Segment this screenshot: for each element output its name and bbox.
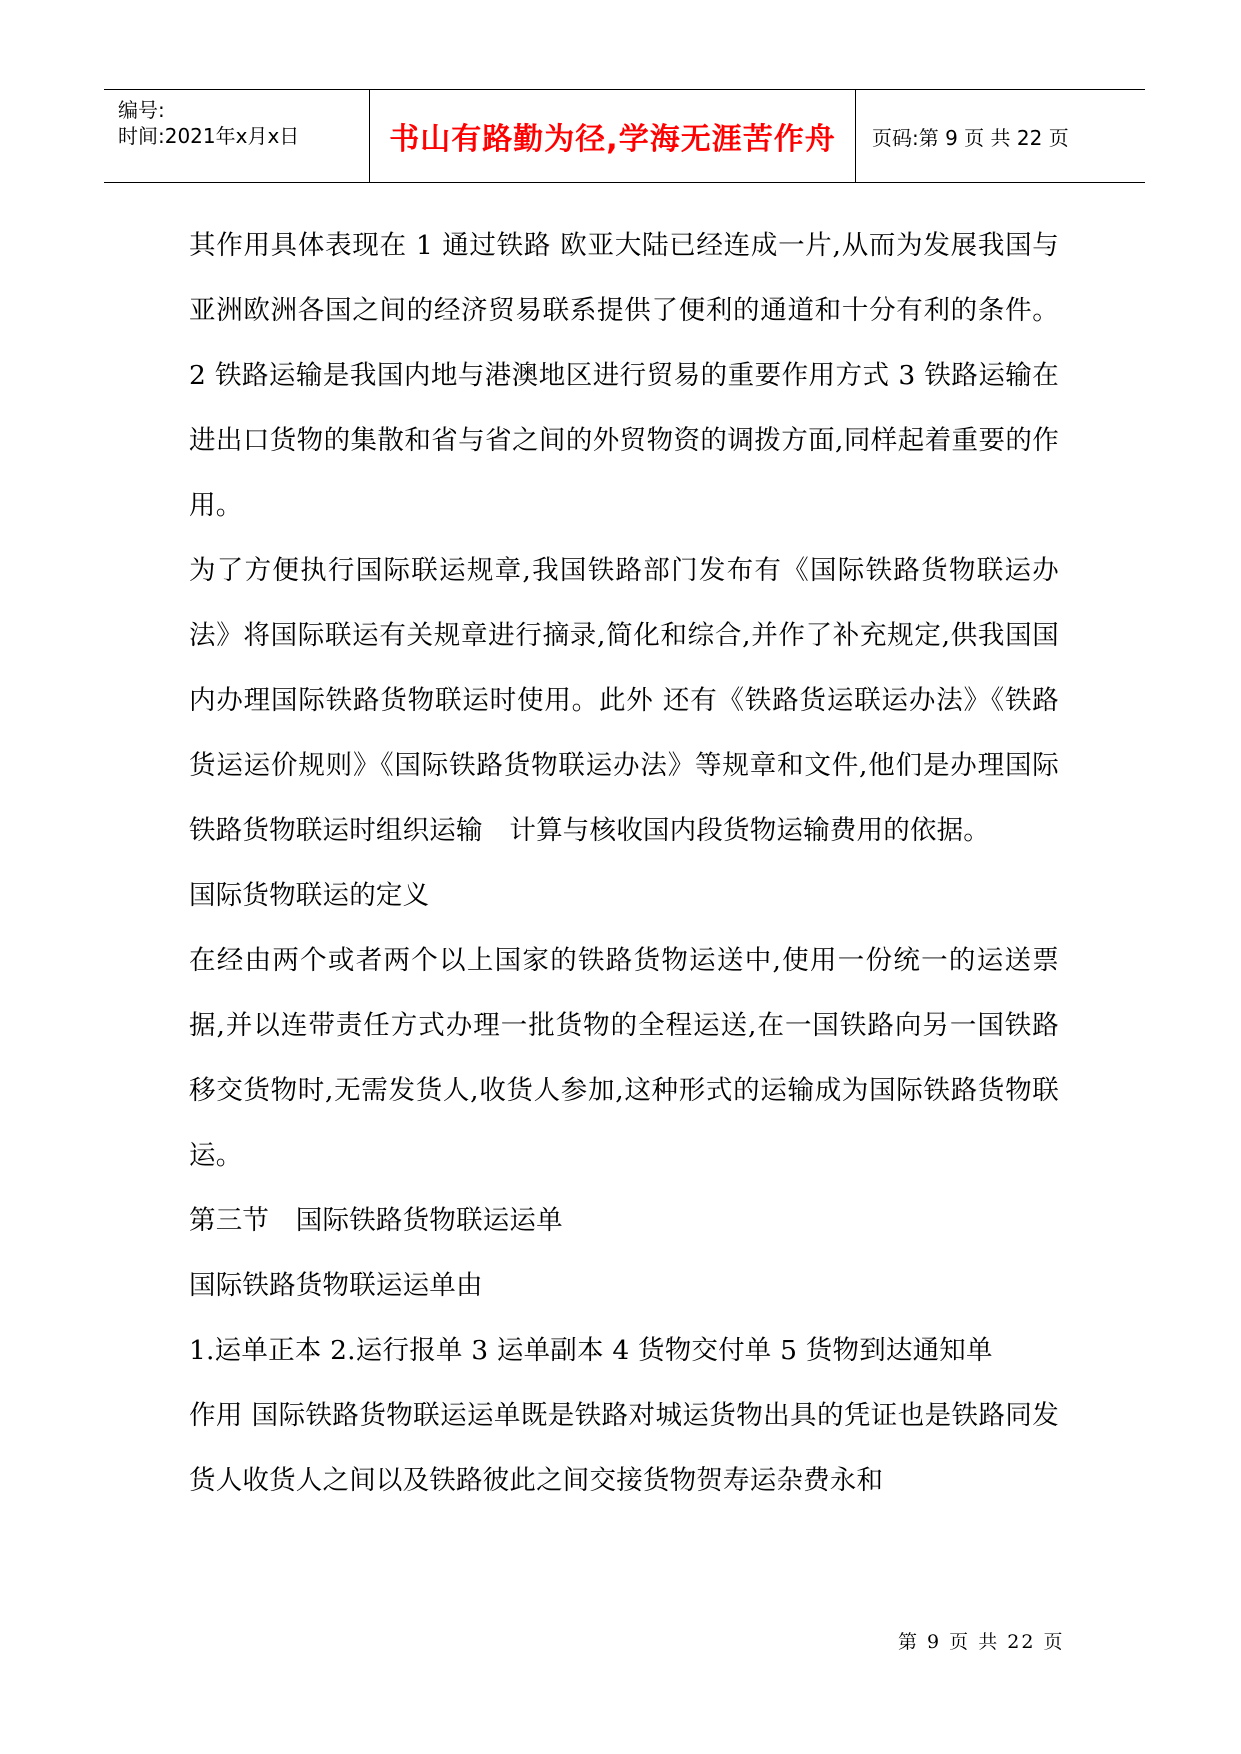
page-header [104, 89, 1145, 183]
document-body [189, 213, 1059, 1513]
paragraph-definition: 在经由两个或者两个以上国家的铁路货物运送中,使用一份统一的运送票据,并以连带责任方式办理一批货物的全程运送,在一国铁路向另一国铁路移交货物时,无需发货人,收货人参加,这种形式的运输成为国际铁路货物联运。 [189, 945, 1059, 1171]
paragraph-railway-role: 其作用具体表现在 1 通过铁路 欧亚大陆已经连成一片,从而为发展我国与亚洲欧洲各国之间的经济贸易联系提供了便利的通道和十分有利的条件。2 铁路运输是我国内地与港澳地区进行贸易的重要作用方式 3 铁路运输在进出口货物的集散和省与省之间的外贸物资的调拨方面,同样起着重要的作用。 [189, 230, 1059, 521]
paragraph-waybill-function: 作用 国际铁路货物联运运单既是铁路对城运货物出具的凭证也是铁路同发货人收货人之间以及铁路彼此之间交接货物贺寿运杂费永和 [189, 1400, 1059, 1496]
document-number-label: 编号: [118, 98, 165, 122]
document-time-label: 时间:2021年x月x日 [118, 124, 300, 148]
heading-definition: 国际货物联运的定义 [189, 880, 430, 911]
paragraph-waybill-parts: 1.运单正本 2.运行报单 3 运单副本 4 货物交付单 5 货物到达通知单 [189, 1335, 993, 1366]
paragraph-waybill-composition: 国际铁路货物联运运单由 [189, 1270, 483, 1301]
header-motto: 书山有路勤为径,学海无涯苦作舟 [370, 90, 856, 182]
header-page-code: 页码:第 9 页 共 22 页 [872, 125, 1069, 150]
header-meta-cell [104, 90, 370, 182]
paragraph-regulations: 为了方便执行国际联运规章,我国铁路部门发布有《国际铁路货物联运办法》将国际联运有关规章进行摘录,简化和综合,并作了补充规定,供我国国内办理国际铁路货物联运时使用。此外 还有《铁路货运联运办法》《铁路货运运价规则》《国际铁路货物联运办法》等规章和文件,他们是办理国际铁路货物联运时组织运输 计算与核收国内段货物运输费用的依据。 [189, 555, 1059, 846]
page-footer-number: 第 9 页 共 22 页 [898, 1631, 1065, 1653]
section-heading: 第三节 国际铁路货物联运运单 [189, 1205, 563, 1236]
